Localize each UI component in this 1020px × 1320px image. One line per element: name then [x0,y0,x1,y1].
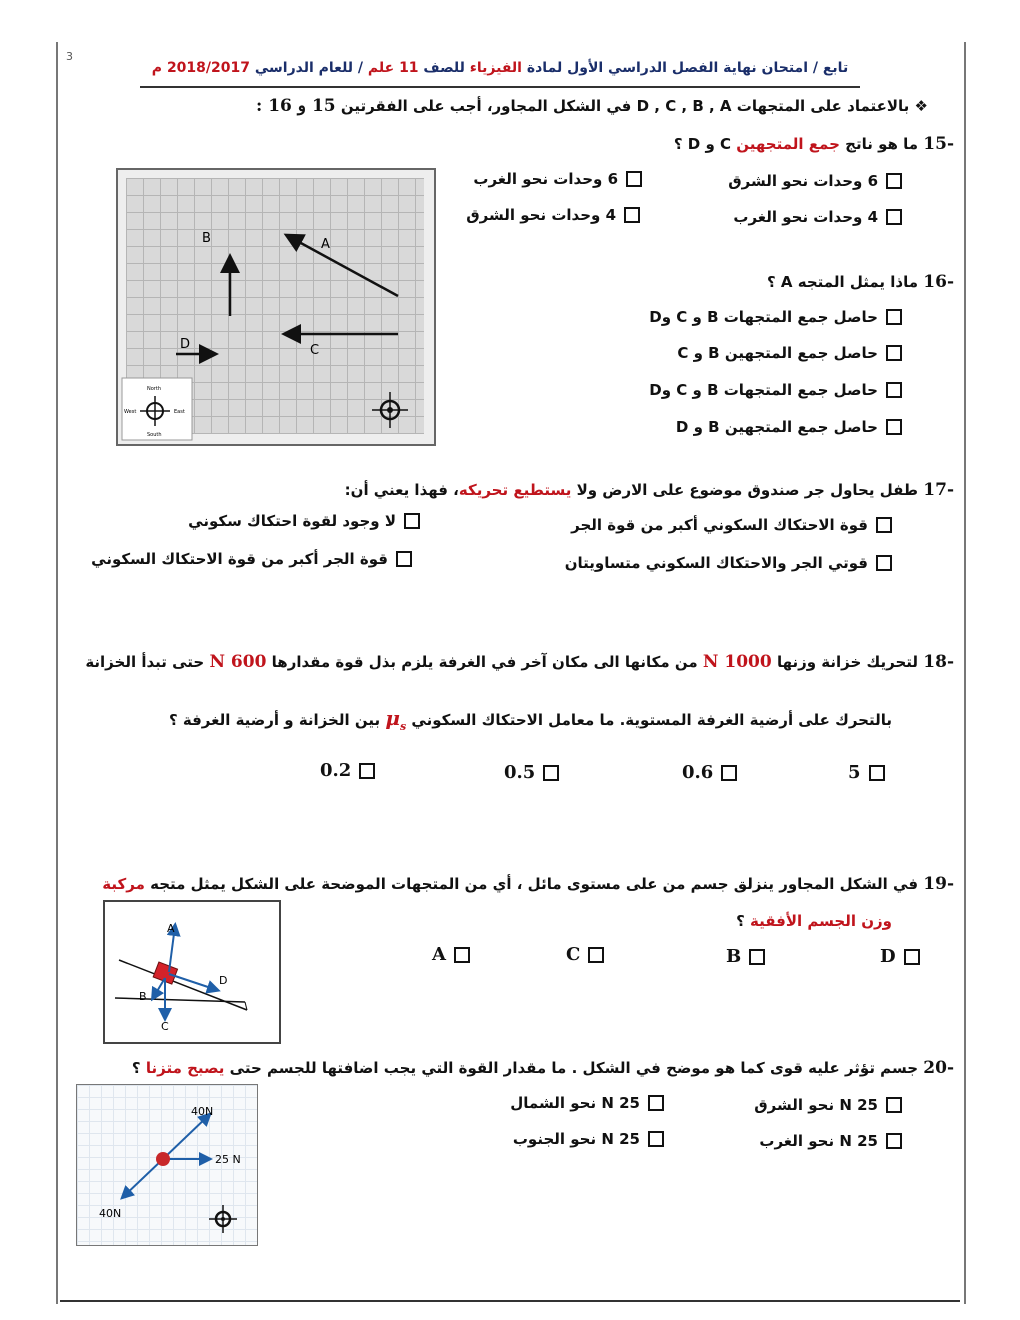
q19-option-3[interactable]: C [566,944,604,965]
checkbox[interactable] [749,949,765,965]
q19-option-4[interactable]: A [432,944,470,965]
q18-option-4[interactable]: 0.2 [320,760,375,781]
q19-option-2[interactable]: B [726,946,765,967]
q17-option-2[interactable]: لا وجود لقوة احتكاك سكوني [188,512,420,530]
question-19: -19 في الشكل المجاور ينزلق جسم من على مستوى مائل ، أي من المتجهات الموضحة على الشكل يمثل متجه مركبة [102,874,954,894]
checkbox[interactable] [648,1131,664,1147]
q18-option-3[interactable]: 0.5 [504,762,559,783]
footer-line [60,1300,960,1302]
question-18: -18 لتحريك خزانة وزنها 1000 N من مكانها الى مكان آخر في الغرفة يلزم بذل قوة مقدارها 600 N حتى تبدأ الخزانة [85,652,954,672]
label-a: A [321,237,330,252]
checkbox[interactable] [588,947,604,963]
checkbox[interactable] [886,173,902,189]
checkbox[interactable] [624,207,640,223]
q17-option-3[interactable]: قوتي الجر والاحتكاك السكوني متساويتان [565,554,892,572]
checkbox[interactable] [404,513,420,529]
svg-text:D: D [219,974,228,987]
q20-option-1[interactable]: 25 N نحو الشرق [754,1096,902,1114]
question-18-line2: بالتحرك على أرضية الغرفة المستوية. ما معامل الاحتكاك السكوني $\mu_s$ بين الخزانة و أرضية الغرفة ؟ [168,706,892,733]
checkbox[interactable] [886,209,902,225]
svg-text:40N: 40N [99,1207,122,1220]
checkbox[interactable] [886,1097,902,1113]
checkbox[interactable] [626,171,642,187]
question-15: -15 ما هو ناتج جمع المتجهين C و D ؟ [673,134,954,154]
q16-option-3[interactable]: حاصل جمع المتجهات B و C وD [649,381,902,399]
vectors-figure [116,168,436,446]
force-40n-ne [163,1115,209,1159]
label-d: D [180,337,191,352]
q16-option-1[interactable]: حاصل جمع المتجهات B و C وD [649,308,902,326]
svg-text:25 N: 25 N [215,1153,241,1166]
svg-text:East: East [174,409,185,415]
label-b: B [202,231,211,246]
checkbox[interactable] [886,1133,902,1149]
checkbox[interactable] [359,763,375,779]
svg-text:C: C [161,1020,169,1033]
checkbox[interactable] [876,517,892,533]
label-c: C [310,343,320,358]
checkbox[interactable] [904,949,920,965]
compass-icon [372,392,408,428]
incline-figure [103,900,281,1044]
vector-b-fig [153,978,165,998]
q17-option-4[interactable]: قوة الجر أكبر من قوة الاحتكاك السكوني [91,550,412,568]
q16-option-4[interactable]: حاصل جمع المتجهين B و D [676,418,902,436]
checkbox[interactable] [543,765,559,781]
question-19-line2: وزن الجسم الأفقية ؟ [736,912,892,930]
compass-icon [209,1205,237,1233]
q15-option-2[interactable]: 6 وحدات نحو الغرب [473,170,642,188]
checkbox[interactable] [886,382,902,398]
checkbox[interactable] [876,555,892,571]
svg-text:A: A [167,922,175,935]
q15-option-4[interactable]: 4 وحدات نحو الشرق [466,206,640,224]
q19-option-1[interactable]: D [880,946,920,967]
checkbox[interactable] [454,947,470,963]
checkbox[interactable] [869,765,885,781]
checkbox[interactable] [396,551,412,567]
forces-figure [76,1084,258,1246]
q18-option-1[interactable]: 5 [848,762,885,783]
checkbox[interactable] [886,419,902,435]
svg-text:West: West [124,409,137,415]
exam-header: تابع / امتحان نهاية الفصل الدراسي الأول لمادة الفيزياء للصف 11 علم / للعام الدراسي 2018/2017 م [140,60,860,88]
checkbox[interactable] [886,345,902,361]
q15-option-1[interactable]: 6 وحدات نحو الشرق [728,172,902,190]
body [156,1152,170,1166]
vector-a [288,236,398,296]
checkbox[interactable] [648,1095,664,1111]
svg-text:40N: 40N [191,1105,214,1118]
question-17: -17 طفل يحاول جر صندوق موضوع على الارض ولا يستطيع تحريكه، فهذا يعني أن: [344,480,954,500]
svg-text:North: North [147,386,161,392]
page-number: 3 [66,50,73,63]
q18-option-2[interactable]: 0.6 [682,762,737,783]
checkbox[interactable] [886,309,902,325]
svg-text:South: South [147,432,162,438]
question-16: -16 ماذا يمثل المتجه A ؟ [766,272,954,292]
svg-text:B: B [139,990,147,1003]
q20-option-3[interactable]: 25 N نحو الغرب [759,1132,902,1150]
q16-option-2[interactable]: حاصل جمع المتجهين B و C [677,344,902,362]
q20-option-2[interactable]: 25 N نحو الشمال [510,1094,664,1112]
intro-line: ❖ بالاعتماد على المتجهات D , C , B , A في الشكل المجاور، أجب على الفقرتين 15 و 16 : [256,96,928,116]
q20-option-4[interactable]: 25 N نحو الجنوب [513,1130,664,1148]
checkbox[interactable] [721,765,737,781]
question-20: -20 جسم تؤثر عليه قوى كما هو موضح في الشكل . ما مقدار القوة التي يجب اضافتها للجسم حتى يصبح متزنا ؟ [131,1058,954,1078]
q15-option-3[interactable]: 4 وحدات نحو الغرب [733,208,902,226]
q17-option-1[interactable]: قوة الاحتكاك السكوني أكبر من قوة الجر [571,516,892,534]
force-40n-sw [123,1159,163,1197]
